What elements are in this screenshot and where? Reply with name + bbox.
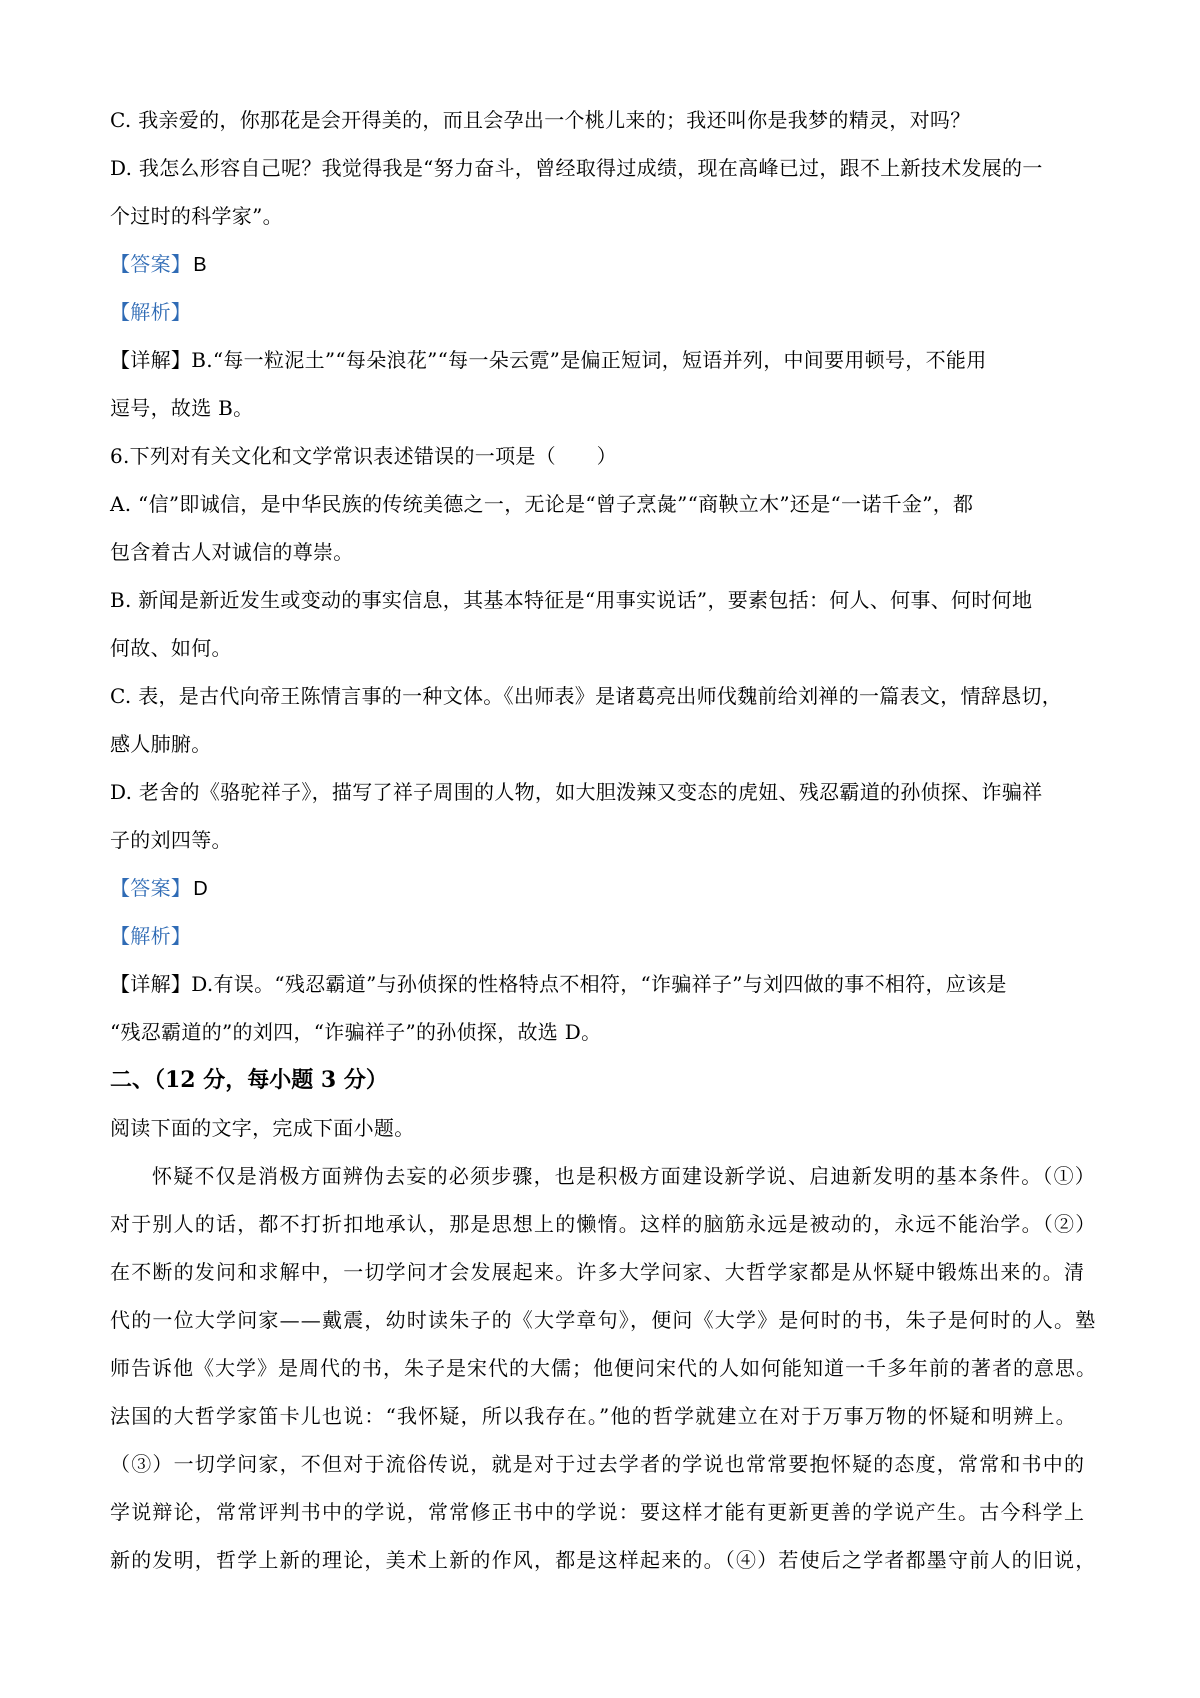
q6-analysis-tag: 【解析】 xyxy=(110,924,192,948)
q6-stem: 6.下列对有关文化和文学常识表述错误的一项是（ ） xyxy=(110,444,617,468)
section2-heading: 二、（12 分，每小题 3 分） xyxy=(110,1067,388,1093)
q6-answer-tag: 【答案】 xyxy=(110,876,192,900)
q6-detail-line2: “残忍霸道的”的刘四，“诈骗祥子”的孙侦探，故选 D。 xyxy=(110,1020,602,1044)
page-content xyxy=(110,96,1100,1584)
q6-answer-value: D xyxy=(193,878,208,900)
reading-passage xyxy=(110,1152,1100,1584)
q5-answer xyxy=(110,240,1100,288)
passage-line: 新的发明，哲学上新的理论，美术上新的作风，都是这样起来的。（④）若使后之学者都墨守前人的旧说， xyxy=(110,1548,1097,1572)
q6-option-c-line2: 感人肺腑。 xyxy=(110,732,212,756)
q5-answer-tag: 【答案】 xyxy=(110,252,192,276)
passage-line: 法国的大哲学家笛卡儿也说：“我怀疑，所以我存在。”他的哲学就建立在对于万事万物的怀疑和明辨上。 xyxy=(110,1404,1077,1428)
q6-option-a-line2: 包含着古人对诚信的尊崇。 xyxy=(110,540,354,564)
passage-line: 代的一位大学问家——戴震，幼时读朱子的《大学章句》，便问《大学》是何时的书，朱子是何时的人。塾 xyxy=(110,1308,1097,1332)
q6-option-b-line2: 何故、如何。 xyxy=(110,636,232,660)
passage-line: 在不断的发问和求解中，一切学问才会发展起来。许多大学问家、大哲学家都是从怀疑中锻炼出来的。清 xyxy=(110,1260,1086,1284)
q6-answer xyxy=(110,864,1100,912)
q5-detail-line1: 【详解】B.“每一粒泥土”“每朵浪花”“每一朵云霓”是偏正短词，短语并列，中间要用顿号，不能用 xyxy=(110,348,987,372)
q6-option-c-line1: C. 表，是古代向帝王陈情言事的一种文体。《出师表》是诸葛亮出师伐魏前给刘禅的一篇表文，情辞恳切， xyxy=(110,684,1063,708)
passage-line: 怀疑不仅是消极方面辨伪去妄的必须步骤，也是积极方面建设新学说、启迪新发明的基本条件。（①） xyxy=(152,1164,1096,1188)
q5-analysis xyxy=(110,288,1100,336)
q6-detail-line1: 【详解】D.有误。“残忍霸道”与孙侦探的性格特点不相符，“诈骗祥子”与刘四做的事不相符，应该是 xyxy=(110,972,1007,996)
q5-analysis-tag: 【解析】 xyxy=(110,300,192,324)
q5-option-d-line1: D. 我怎么形容自己呢？我觉得我是“努力奋斗，曾经取得过成绩，现在高峰已过，跟不上新技术发展的一 xyxy=(110,156,1043,180)
q5-option-c: C. 我亲爱的，你那花是会开得美的，而且会孕出一个桃儿来的；我还叫你是我梦的精灵，对吗？ xyxy=(110,108,971,132)
q6-option-a-line1: A. “信”即诚信，是中华民族的传统美德之一，无论是“曾子烹彘”“商鞅立木”还是“一诺千金”，都 xyxy=(110,492,974,516)
q5-answer-value: B xyxy=(193,254,207,276)
passage-line: 学说辩论，常常评判书中的学说，常常修正书中的学说：要这样才能有更新更善的学说产生。古今科学上 xyxy=(110,1500,1086,1524)
passage-line: 对于别人的话，都不打折扣地承认，那是思想上的懒惰。这样的脑筋永远是被动的，永远不能治学。（②） xyxy=(110,1212,1097,1236)
q6-option-d-line1: D. 老舍的《骆驼祥子》，描写了祥子周围的人物，如大胆泼辣又变态的虎妞、残忍霸道的孙侦探、诈骗祥 xyxy=(110,780,1043,804)
passage-line: （③）一切学问家，不但对于流俗传说，就是对于过去学者的学说也常常要抱怀疑的态度，常常和书中的 xyxy=(110,1452,1086,1476)
q6-option-d-line2: 子的刘四等。 xyxy=(110,828,232,852)
section2-instruction: 阅读下面的文字，完成下面小题。 xyxy=(110,1116,415,1140)
q5-detail-line2: 逗号，故选 B。 xyxy=(110,396,254,420)
q5-option-d-line2: 个过时的科学家”。 xyxy=(110,204,283,228)
q6-option-b-line1: B. 新闻是新近发生或变动的事实信息，其基本特征是“用事实说话”，要素包括：何人、何事、何时何地 xyxy=(110,588,1033,612)
q6-analysis xyxy=(110,912,1100,960)
passage-line: 师告诉他《大学》是周代的书，朱子是宋代的大儒；他便问宋代的人如何能知道一千多年前的著者的意思。 xyxy=(110,1356,1097,1380)
